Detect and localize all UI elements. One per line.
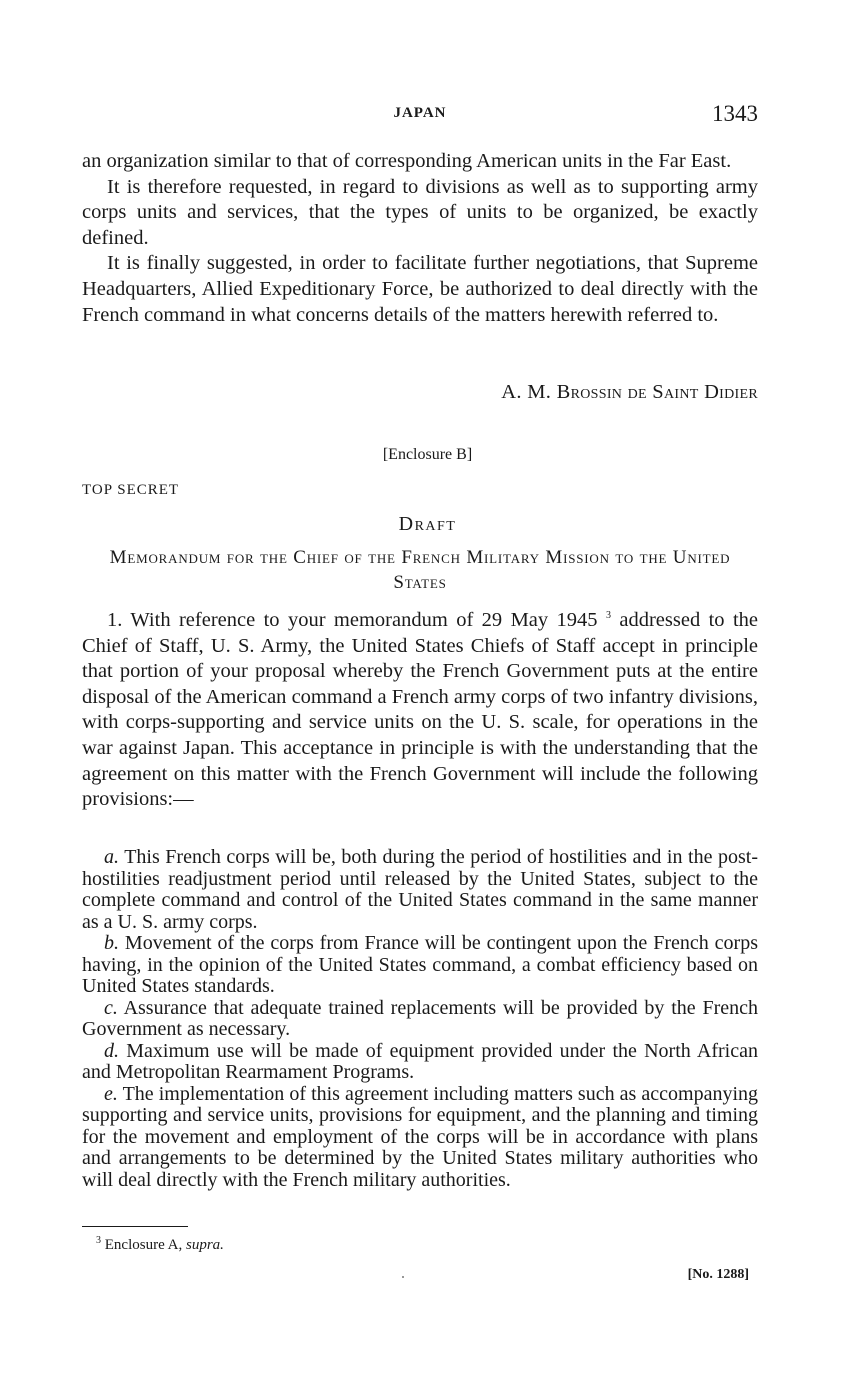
footnote-divider [82,1226,188,1227]
footnote-text: Enclosure A, [101,1237,186,1253]
provision-item [82,847,758,933]
provision-item [82,933,758,998]
paragraph-1-body: addressed to the Chief of Staff, U. S. Army, the United States Chiefs of Staff accept in principle that portion of your proposal whereby the French Government puts at the entire disposal of the American command a French army corps of two infantry divisions, with corps-supporting and service units on the U. S. scale, for operations in the war against Japan. This acceptance in principle is with the understanding that the agreement on this matter with the French Government will include the following provisions:— [82,609,758,811]
running-title: JAPAN [393,105,447,121]
document-number: [No. 1288] [687,1267,749,1282]
provision-text: Movement of the corps from France will be contingent upon the French corps having, in the opinion of the United States command, a combat efficiency based on United States standards. [82,932,758,997]
section-1 [82,608,758,813]
paragraph-1-lead: 1. With reference to your memorandum of 29 May 1945 [107,609,598,631]
paragraph-suggestion: It is finally suggested, in order to facilitate further negotiations, that Supreme Headquarters, Allied Expeditionary Force, be authorized to deal directly with the French command in what concerns details of the matters herewith referred to. [82,252,758,326]
provision-text: Maximum use will be made of equipment provided under the North African and Metropolitan Rearmament Programs. [82,1039,758,1083]
enclosure-label: [Enclosure B] [382,446,473,463]
provision-item [82,998,758,1041]
provisions-list [82,847,758,1191]
footnote-source: supra. [185,1237,224,1253]
provision-letter: e. [104,1082,118,1105]
signature: A. M. Brossin de Saint Didier [501,381,758,403]
provision-letter: b. [104,932,119,954]
intro-text [82,149,758,328]
paragraph-1 [82,608,758,813]
print-speck [402,1276,404,1278]
provision-letter: d. [104,1039,119,1062]
provision-text: Assurance that adequate trained replacements will be provided by the French Government as necessary. [82,996,758,1040]
classification-marking: TOP SECRET [82,482,180,498]
provision-letter: a. [104,846,119,868]
provision-text: This French corps will be, both during the period of hostilities and in the post-hostilities readjustment period until released by the United States, subject to the complete command and control of the United States command in the same manner as a U. S. army corps. [82,846,758,933]
paragraph-request: It is therefore requested, in regard to divisions as well as to supporting army corps units and services, that the types of units to be organized, be exactly defined. [82,175,758,249]
footnote [96,1237,224,1254]
draft-title: Draft [398,513,457,535]
footnote-marker: 3 [96,1235,101,1246]
provision-item [82,1041,758,1084]
provision-letter: c. [104,996,118,1019]
provision-text: The implementation of this agreement including matters such as accompanying supporting and service units, provisions for equipment, and the planning and timing for the movement and employment of the corps will be in accordance with plans and arrangements to be determined by the United States military authorities who will deal directly with the French military authorities. [82,1082,758,1191]
memorandum-title: Memorandum for the Chief of the French Military Mission to the United States [109,547,731,593]
footnote-reference[interactable]: 3 [605,610,611,622]
paragraph-continuation: an organization similar to that of corresponding American units in the Far East. [82,150,732,172]
provision-item [82,1084,758,1192]
page-number: 1343 [712,101,758,126]
running-header [82,101,758,131]
